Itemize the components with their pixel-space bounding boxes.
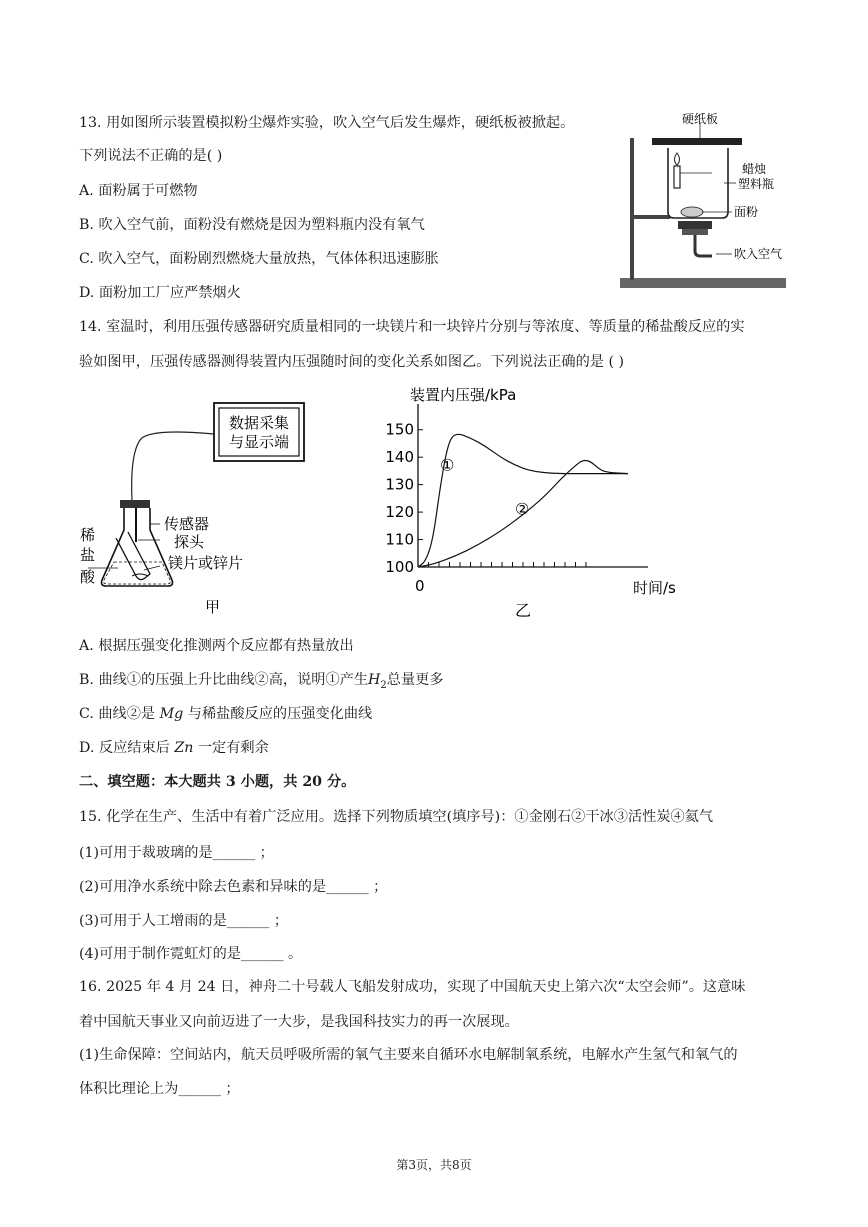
q16-item1-line1: (1)生命保障：空间站内，航天员呼吸所需的氧气主要来自循环水电解制氧系统，电解水产生氢气和氧气的 — [79, 1047, 738, 1063]
q14-option-d-part2: 一定有剩余 — [193, 740, 269, 756]
box-label-line2: 与显示端 — [228, 433, 290, 451]
q15-item-1: (1)可用于裁玻璃的是______ ； — [79, 845, 274, 861]
series-label-2: ② — [515, 499, 530, 519]
q13-option-c: C. 吹入空气，面粉剧烈燃烧大量放热，气体体积迅速膨胀 — [79, 251, 439, 267]
stand-rod — [630, 138, 634, 280]
stopper — [678, 221, 712, 229]
data-display-box — [214, 403, 304, 461]
x-origin-label: 0 — [415, 577, 425, 595]
label-flour: 面粉 — [734, 205, 759, 219]
y-tick-label: 120 — [385, 503, 414, 522]
flame — [675, 153, 680, 165]
stand-base — [620, 278, 786, 288]
x-axis-label: 时间/s — [633, 579, 676, 597]
clamp-arm — [630, 215, 670, 219]
flask-stopper — [120, 500, 150, 508]
candle — [674, 166, 680, 188]
figure-jia-apparatus — [78, 400, 318, 620]
y-tick-label: 110 — [385, 530, 414, 549]
q15-item-4: (4)可用于制作霓虹灯的是______ 。 — [79, 946, 303, 962]
caption-jia: 甲 — [205, 598, 221, 616]
label-probe: 探头 — [174, 533, 205, 551]
q14-option-c-part1: C. 曲线②是 — [79, 706, 160, 722]
q15-item-2: (2)可用净水系统中除去色素和异味的是______ ； — [79, 879, 388, 895]
q13-option-d: D. 面粉加工厂应严禁烟火 — [79, 285, 241, 301]
q14-stem-line2: 验如图甲，压强传感器测得装置内压强随时间的变化关系如图乙。下列说法正确的是 ( ) — [79, 354, 625, 370]
label-sensor: 传感器 — [164, 515, 210, 533]
series-label-1: ① — [440, 455, 455, 475]
q14-option-d-part1: D. 反应结束后 — [79, 740, 175, 756]
q14-option-d-var: Zn — [174, 740, 194, 756]
chart-marks — [385, 404, 648, 576]
q14-option-b-sub: 2 — [380, 679, 387, 691]
q14-option-b-var: H — [368, 672, 381, 688]
q16-stem-line2: 着中国航天事业又向前迈进了一大步，是我国科技实力的再一次展现。 — [79, 1014, 519, 1030]
label-acid-2: 盐 — [80, 546, 96, 564]
section-2-title: 二、填空题：本大题共 3 小题，共 20 分。 — [79, 774, 356, 790]
y-tick-label: 100 — [385, 558, 414, 576]
pressure-time-chart — [378, 380, 708, 620]
y-axis-label: 装置内压强/kPa — [410, 386, 517, 404]
label-bottle: 塑料瓶 — [738, 177, 775, 191]
small-test-tube — [116, 532, 150, 580]
q13-stem-line2: 下列说法不正确的是( ) — [79, 148, 223, 164]
q16-item1-line2: 体积比理论上为______ ； — [79, 1081, 240, 1097]
q14-option-b — [79, 670, 444, 696]
label-candle: 蜡烛 — [742, 162, 767, 176]
q13-stem-line1: 13. 用如图所示装置模拟粉尘爆炸实验，吹入空气后发生爆炸，硬纸板被掀起。 — [79, 115, 575, 131]
q13-option-a: A. 面粉属于可燃物 — [79, 183, 198, 199]
q14-option-c — [79, 704, 372, 724]
y-tick-label: 130 — [385, 475, 414, 494]
label-metal-strip: 镁片或锌片 — [168, 554, 244, 572]
sensor-cable — [132, 432, 214, 500]
label-blow-air: 吹入空气 — [734, 247, 783, 261]
q14-option-c-part2: 与稀盐酸反应的压强变化曲线 — [183, 706, 373, 722]
q14-option-b-part2: 总量更多 — [386, 672, 444, 688]
q14-option-c-var: Mg — [159, 706, 184, 722]
q14-option-a: A. 根据压强变化推测两个反应都有热量放出 — [79, 638, 354, 654]
page-number: 第3页，共8页 — [396, 1158, 472, 1172]
label-cardboard: 硬纸板 — [682, 112, 719, 126]
q15-item-3: (3)可用于人工增雨的是______ ； — [79, 913, 289, 929]
caption-yi: 乙 — [515, 601, 532, 620]
label-acid-1: 稀 — [80, 526, 96, 544]
label-acid-3: 酸 — [80, 568, 96, 586]
stopper-lower — [682, 229, 708, 235]
flour-pile — [681, 207, 703, 217]
q13-option-b: B. 吹入空气前，面粉没有燃烧是因为塑料瓶内没有氧气 — [79, 217, 425, 233]
air-tube — [695, 235, 712, 256]
q16-stem-line1: 16. 2025 年 4 月 24 日，神舟二十号载人飞船发射成功，实现了中国航天史上第六次“太空会师”。这意味 — [79, 979, 746, 995]
cardboard — [652, 138, 742, 145]
q15-stem: 15. 化学在生产、生活中有着广泛应用。选择下列物质填空(填序号)：①金刚石②干冰③活性炭④氦气 — [79, 809, 714, 825]
y-tick-label: 140 — [385, 448, 414, 467]
dust-explosion-apparatus-figure — [612, 108, 812, 293]
q14-stem-line1: 14. 室温时，利用压强传感器研究质量相同的一块镁片和一块锌片分别与等浓度、等质量的稀盐酸反应的实 — [79, 319, 745, 335]
q14-option-d — [79, 738, 269, 758]
box-label-line1: 数据采集 — [228, 414, 290, 432]
y-tick-label: 150 — [385, 420, 414, 439]
q14-option-b-part1: B. 曲线①的压强上升比曲线②高，说明①产生 — [79, 672, 369, 688]
